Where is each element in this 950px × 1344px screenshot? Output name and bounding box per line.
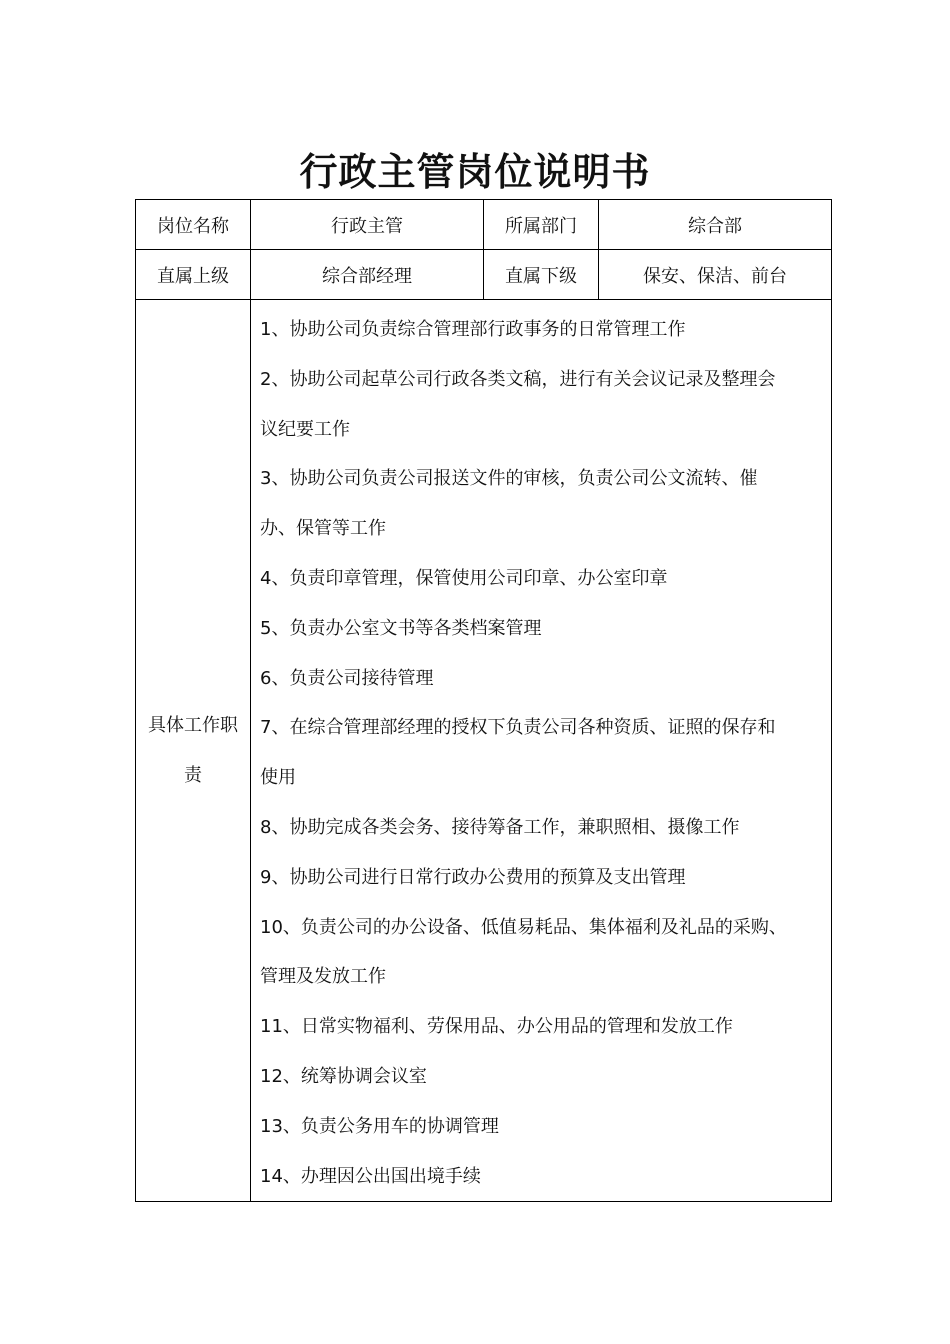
superior-value: 综合部经理 [251,250,484,300]
duty-line: 8、协助完成各类会务、接待筹备工作，兼职照相、摄像工作 [260,816,740,838]
subordinate-value: 保安、保洁、前台 [599,250,832,300]
duty-line: 管理及发放工作 [260,966,386,988]
duty-list [260,305,823,1201]
department-label: 所属部门 [484,200,599,250]
duty-line: 办、保管等工作 [260,518,386,540]
duty-line: 7、在综合管理部经理的授权下负责公司各种资质、证照的保存和 [260,717,776,739]
duty-line: 9、协助公司进行日常行政办公费用的预算及支出管理 [260,866,686,888]
duty-line: 2、协助公司起草公司行政各类文稿，进行有关会议记录及整理会 [260,368,776,390]
duties-label [136,300,251,1202]
duty-line: 使用 [260,767,296,789]
department-value: 综合部 [599,200,832,250]
job-description-table [135,199,832,1202]
duty-line: 5、负责办公室文书等各类档案管理 [260,617,542,639]
position-label: 岗位名称 [136,200,251,250]
superior-label: 直属上级 [136,250,251,300]
position-value: 行政主管 [251,200,484,250]
table-row [136,200,832,250]
subordinate-label: 直属下级 [484,250,599,300]
duty-line: 13、负责公务用车的协调管理 [260,1115,499,1137]
duty-line: 11、日常实物福利、劳保用品、办公用品的管理和发放工作 [260,1016,733,1038]
duty-line: 4、负责印章管理，保管使用公司印章、办公室印章 [260,567,668,589]
duty-line: 议纪要工作 [260,418,350,440]
duty-line: 14、办理因公出国出境手续 [260,1165,481,1187]
duty-line: 10、负责公司的办公设备、低值易耗品、集体福利及礼品的采购、 [260,916,787,938]
duty-line: 3、协助公司负责公司报送文件的审核，负责公司公文流转、催 [260,468,758,490]
duty-line: 1、协助公司负责综合管理部行政事务的日常管理工作 [260,319,686,340]
duties-content [251,300,832,1202]
duties-label-line: 具体工作职 [148,714,238,736]
document-title: 行政主管岗位说明书 [299,150,651,194]
duties-label-line: 责 [184,764,202,786]
table-row [136,300,832,1202]
duty-line: 6、负责公司接待管理 [260,667,434,689]
table-row [136,250,832,300]
duty-line: 12、统筹协调会议室 [260,1065,427,1087]
